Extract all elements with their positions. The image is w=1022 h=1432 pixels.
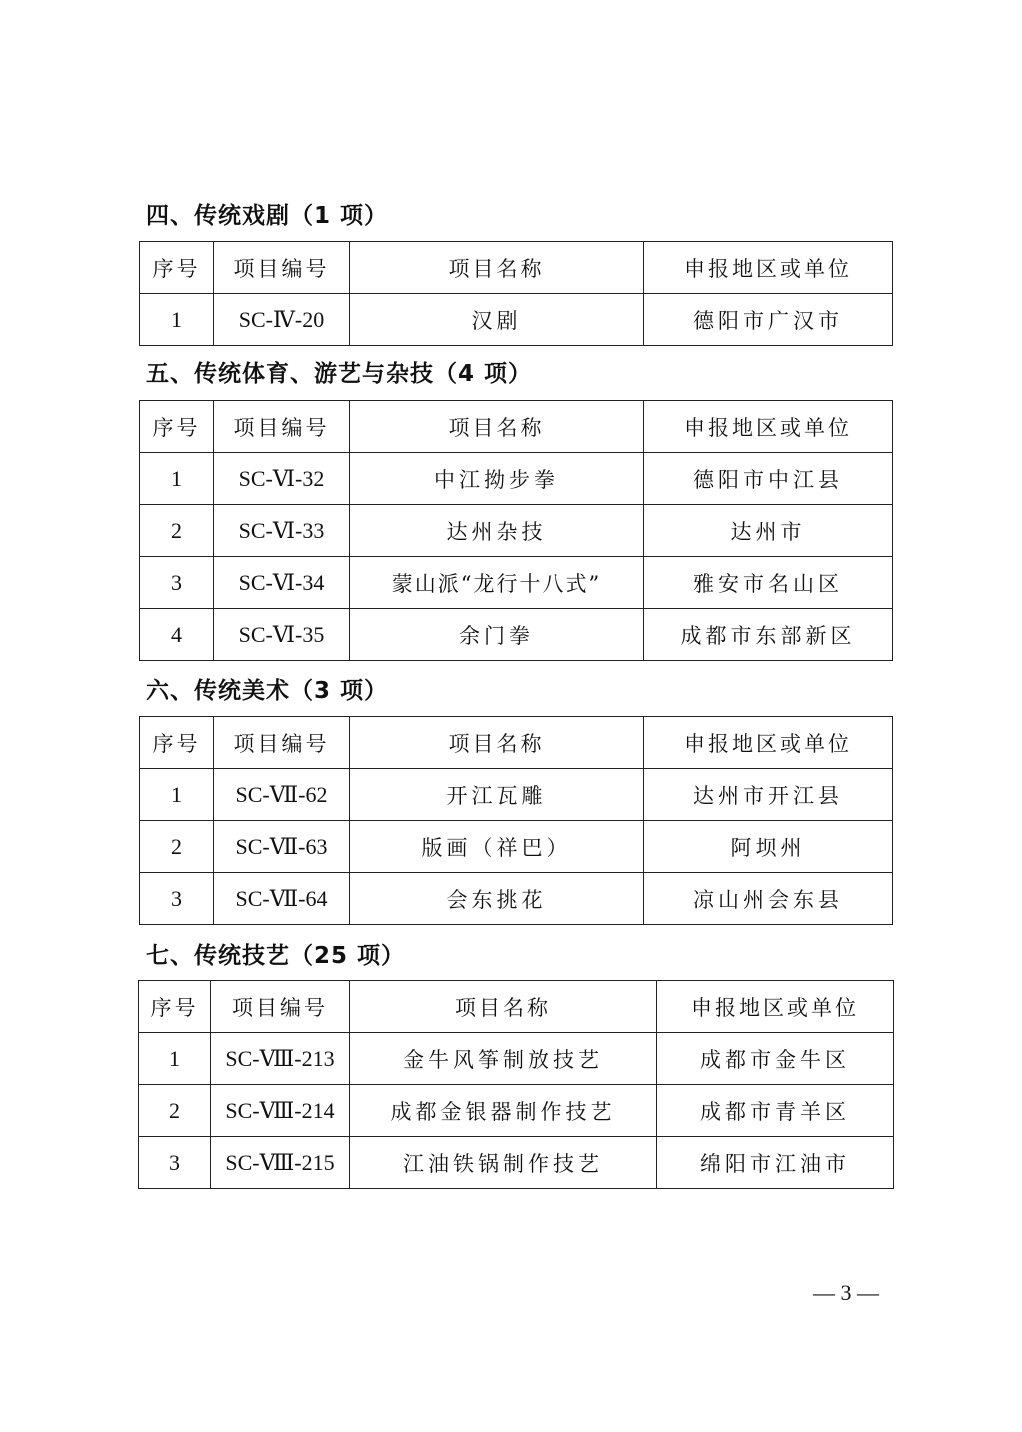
header-seq: 序号 [139, 981, 211, 1033]
header-seq: 序号 [140, 242, 214, 294]
header-region: 申报地区或单位 [644, 242, 893, 294]
cell-region: 德阳市广汉市 [644, 294, 893, 346]
data-table [139, 716, 893, 925]
header-code: 项目编号 [214, 401, 350, 453]
cell-seq: 1 [140, 453, 214, 505]
cell-seq: 3 [140, 557, 214, 609]
section-title: 五、传统体育、游艺与杂技（4 项） [146, 361, 533, 387]
header-code: 项目编号 [211, 981, 350, 1033]
cell-code: SC-Ⅵ-33 [214, 505, 350, 557]
cell-code: SC-Ⅶ-63 [214, 821, 350, 873]
table-row [140, 769, 893, 821]
cell-code: SC-Ⅳ-20 [214, 294, 350, 346]
section-title: 七、传统技艺（25 项） [146, 943, 406, 969]
table-row [140, 821, 893, 873]
cell-code: SC-Ⅷ-214 [211, 1085, 350, 1137]
page-number: — 3 — [813, 1280, 879, 1305]
section-title: 六、传统美术（3 项） [146, 678, 389, 704]
cell-name: 开江瓦雕 [350, 769, 644, 821]
table-header-row [140, 242, 893, 294]
section-title: 四、传统戏剧（1 项） [146, 203, 389, 229]
cell-seq: 1 [140, 769, 214, 821]
cell-seq: 1 [140, 294, 214, 346]
header-name: 项目名称 [350, 242, 644, 294]
cell-region: 成都市青羊区 [657, 1085, 894, 1137]
cell-name: 成都金银器制作技艺 [350, 1085, 657, 1137]
cell-seq: 2 [139, 1085, 211, 1137]
cell-region: 凉山州会东县 [644, 873, 893, 925]
header-region: 申报地区或单位 [644, 717, 893, 769]
cell-name: 版画（祥巴） [350, 821, 644, 873]
table-row [140, 453, 893, 505]
cell-code: SC-Ⅵ-34 [214, 557, 350, 609]
cell-name: 江油铁锅制作技艺 [350, 1137, 657, 1189]
cell-name: 蒙山派“龙行十八式” [350, 557, 644, 609]
cell-region: 德阳市中江县 [644, 453, 893, 505]
cell-code: SC-Ⅶ-62 [214, 769, 350, 821]
cell-name: 达州杂技 [350, 505, 644, 557]
cell-seq: 3 [140, 873, 214, 925]
table-header-row [139, 981, 894, 1033]
data-table [139, 400, 893, 661]
header-seq: 序号 [140, 717, 214, 769]
cell-region: 绵阳市江油市 [657, 1137, 894, 1189]
cell-name: 汉剧 [350, 294, 644, 346]
header-seq: 序号 [140, 401, 214, 453]
cell-code: SC-Ⅶ-64 [214, 873, 350, 925]
cell-code: SC-Ⅷ-213 [211, 1033, 350, 1085]
cell-name: 中江拗步拳 [350, 453, 644, 505]
header-name: 项目名称 [350, 981, 657, 1033]
data-table [138, 980, 894, 1189]
cell-code: SC-Ⅵ-32 [214, 453, 350, 505]
header-name: 项目名称 [350, 401, 644, 453]
header-code: 项目编号 [214, 717, 350, 769]
cell-seq: 4 [140, 609, 214, 661]
header-name: 项目名称 [350, 717, 644, 769]
cell-name: 会东挑花 [350, 873, 644, 925]
cell-seq: 2 [140, 821, 214, 873]
cell-region: 达州市 [644, 505, 893, 557]
table-row [140, 294, 893, 346]
cell-region: 雅安市名山区 [644, 557, 893, 609]
header-region: 申报地区或单位 [644, 401, 893, 453]
table-row [140, 505, 893, 557]
cell-region: 阿坝州 [644, 821, 893, 873]
cell-region: 成都市东部新区 [644, 609, 893, 661]
table-row [139, 1137, 894, 1189]
table-header-row [140, 717, 893, 769]
table-row [140, 609, 893, 661]
cell-region: 成都市金牛区 [657, 1033, 894, 1085]
cell-region: 达州市开江县 [644, 769, 893, 821]
data-table [139, 241, 893, 346]
table-header-row [140, 401, 893, 453]
cell-code: SC-Ⅷ-215 [211, 1137, 350, 1189]
header-region: 申报地区或单位 [657, 981, 894, 1033]
cell-seq: 1 [139, 1033, 211, 1085]
table-row [139, 1033, 894, 1085]
cell-name: 金牛风筝制放技艺 [350, 1033, 657, 1085]
table-row [140, 873, 893, 925]
cell-seq: 3 [139, 1137, 211, 1189]
cell-seq: 2 [140, 505, 214, 557]
cell-code: SC-Ⅵ-35 [214, 609, 350, 661]
table-row [139, 1085, 894, 1137]
header-code: 项目编号 [214, 242, 350, 294]
table-row [140, 557, 893, 609]
cell-name: 余门拳 [350, 609, 644, 661]
